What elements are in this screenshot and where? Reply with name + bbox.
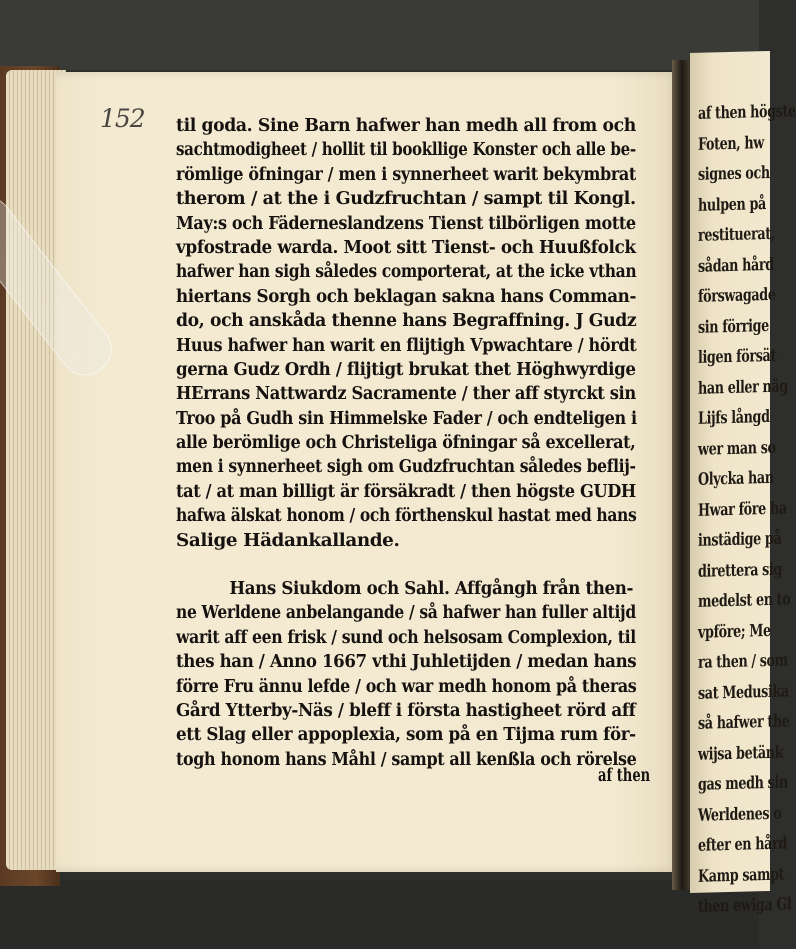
text-line: do, och anskåda thenne hans Begraffning. J Gudz	[176, 311, 637, 332]
facing-text-line: restituerat,	[698, 223, 775, 246]
facing-text-line: så hafwer the	[698, 711, 790, 734]
book-gutter	[672, 60, 692, 890]
facing-text-line: wer man so	[698, 437, 776, 460]
text-line: HErrans Nattwardz Sacramente / ther aff styrckt sin	[176, 384, 636, 405]
text-line: Hans Siukdom och Sahl. Affgångh från then-	[229, 579, 634, 600]
text-line: hafwa älskat honom / och förthenskul hastat med hans	[176, 506, 637, 527]
background-top	[0, 0, 759, 70]
text-line: alle berömlige och Christeliga öfningar så excellerat,	[176, 433, 636, 454]
text-line: ne Werldene anbelangande / så hafwer han fuller altijd	[176, 603, 636, 624]
text-line: Huus hafwer han warit en flijtigh Vpwachtare / hördt	[176, 335, 637, 356]
text-line: Salige Hädankallande.	[176, 530, 400, 551]
facing-text-line: Hwar före ha	[698, 498, 787, 521]
text-line: togh honom hans Måhl / sampt all kenßla och rörelse	[176, 749, 637, 770]
facing-text-line: efter en hård	[698, 833, 787, 856]
facing-text-line: signes och	[698, 162, 770, 185]
text-line: til goda. Sine Barn hafwer han medh all from och	[176, 116, 636, 136]
facing-text-line: Werldenes o	[698, 803, 782, 826]
facing-text-line: sat Medusika	[698, 680, 789, 704]
facing-text-line: af then högste	[698, 101, 796, 124]
facing-text-line: Kamp sampt	[698, 864, 785, 887]
text-line: men i synnerheet sigh om Gudzfruchtan således beflij-	[176, 457, 636, 478]
main-text-block	[176, 114, 636, 772]
facing-text-line: ligen försät	[698, 345, 776, 368]
text-line: Troo på Gudh sin Himmelske Fader / och endteligen i	[176, 408, 637, 429]
text-line: Gård Ytterby-Näs / bleff i första hastigheet rörd aff	[176, 700, 636, 721]
text-line: vpfostrade warda. Moot sitt Tienst- och Huußfolck	[176, 237, 636, 258]
facing-text-line: sådan hård	[698, 254, 774, 277]
text-line: ett Slag eller appoplexia, som på en Tijma rum för-	[176, 725, 636, 746]
facing-text-line: Olycka han	[698, 467, 774, 490]
facing-text-line: instädige på	[698, 528, 782, 551]
facing-text-line: vpföre; Me	[698, 620, 771, 643]
text-line: sachtmodigheet / hollit til bookllige Konster och alle be-	[176, 140, 636, 161]
text-line: römlige öfningar / men i synnerheet warit bekymbrat	[176, 164, 636, 185]
facing-text-line: sin förrige	[698, 315, 769, 338]
paragraph-gap	[176, 553, 636, 577]
facing-text-line: ra then / som	[698, 650, 788, 673]
text-line: tat / at man billigt är försäkradt / then högste GUDH	[176, 481, 636, 502]
facing-text-line: direttera sig	[698, 559, 782, 582]
facing-text-line: han eller näg	[698, 375, 788, 399]
facing-text-line: Foten, hw	[698, 132, 764, 155]
background-bottom	[0, 880, 759, 949]
text-line: therom / at the i Gudzfruchtan / sampt til Kongl.	[176, 189, 636, 210]
facing-text-line: förswagade	[698, 284, 776, 307]
facing-text-line: medelst en to	[698, 589, 791, 612]
text-line: förre Fru ännu lefde / och war medh honom på theras	[176, 676, 637, 697]
facing-page	[690, 51, 796, 917]
facing-text-line: then ewiga Gl	[698, 894, 792, 917]
page-number: 152	[100, 104, 145, 133]
text-line: hiertans Sorgh och beklagan sakna hans Comman-	[176, 286, 637, 307]
text-line: hafwer han sigh således comporterat, at the icke vthan	[176, 262, 637, 283]
text-line: warit aff een frisk / sund och helsosam Complexion, til	[176, 627, 636, 648]
facing-text-line: wijsa betänk	[698, 742, 784, 765]
text-line: May:s och Fäderneslandzens Tienst tilbörligen motte	[176, 213, 636, 234]
facing-text-line: gas medh sin	[698, 772, 788, 795]
facing-text-line: hulpen på	[698, 193, 766, 216]
facing-page-text	[698, 96, 796, 922]
facing-text-line: Lijfs långd	[698, 406, 770, 429]
text-line: thes han / Anno 1667 vthi Juhletijden / medan hans	[176, 652, 637, 673]
text-line: gerna Gudz Ordh / flijtigt brukat thet Höghwyrdige	[176, 359, 636, 380]
catchword: af then	[598, 766, 651, 786]
